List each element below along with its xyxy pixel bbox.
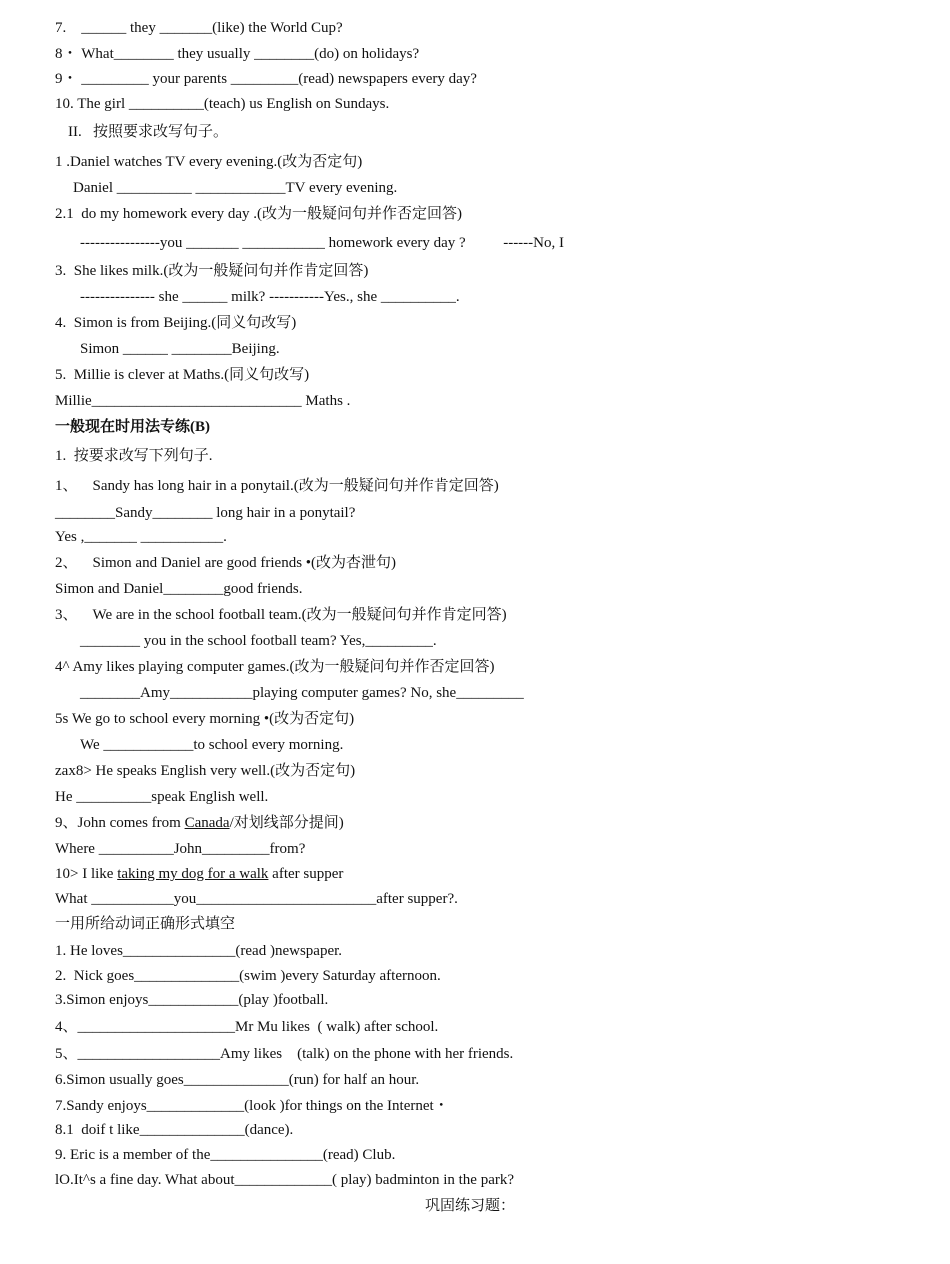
fill-line-1: 1. He loves_______________(read )newspaper. [55, 943, 343, 959]
rewrite-answer-2: ----------------you _______ ___________ homework every day ? ------No, I [80, 235, 564, 251]
exercise-b-answer-9: Where __________John_________from? [55, 841, 306, 857]
prompt-10-text: 10> I like [55, 866, 118, 882]
exercise-line-8: 8・ What________ they usually ________(do) on holidays? [55, 46, 420, 62]
exercise-line-7: 7. ______ they _______(like) the World Cup? [55, 20, 343, 36]
exercise-b-answer-8: He __________speak English well. [55, 789, 269, 805]
exercise-b-prompt-4: 4^ Amy likes playing computer games.(改为一般疑问句并作否定回答) [55, 659, 495, 675]
underlined-phrase: Canada [184, 815, 230, 831]
rewrite-prompt-2: 2.1 do my homework every day .(改为一般疑问句并作否定回答) [55, 206, 463, 222]
fill-line-3: 3.Simon enjoys____________(play )football. [55, 992, 329, 1008]
fill-line-2: 2. Nick goes______________(swim )every Saturday afternoon. [55, 968, 441, 984]
section-heading-b: 一般现在时用法专练(B) [55, 419, 210, 435]
rewrite-prompt-5: 5. Millie is clever at Maths.(同义句改写) [55, 367, 310, 383]
exercise-line-10: 10. The girl __________(teach) us English on Sundays. [55, 96, 390, 112]
exercise-b-prompt-8: zax8> He speaks English very well.(改为否定句) [55, 763, 356, 779]
section-heading-fill: 一用所给动词正确形式填空 [55, 916, 236, 932]
fill-line-4: 4、_____________________Mr Mu likes ( walk) after school. [55, 1019, 439, 1035]
exercise-b-answer-4: ________Amy___________playing computer games? No, she_________ [80, 685, 524, 701]
rewrite-prompt-1: 1 .Daniel watches TV every evening.(改为否定句) [55, 154, 363, 170]
fill-line-8: 8.1 doif t like______________(dance). [55, 1122, 294, 1138]
section-heading-ii: II. 按照要求改写句子。 [68, 124, 228, 140]
prompt-9-instruction: /对划线部分提间) [229, 815, 344, 831]
fill-line-7: 7.Sandy enjoys_____________(look )for things on the Internet・ [55, 1098, 449, 1114]
exercise-b-prompt-10 [55, 864, 343, 884]
rewrite-prompt-3: 3. She likes milk.(改为一般疑问句并作肯定回答) [55, 263, 369, 279]
exercise-b-answer-10: What ___________you________________________after supper?. [55, 891, 458, 907]
exercise-b-answer-5: We ____________to school every morning. [80, 737, 344, 753]
prompt-10-tail: after supper [268, 866, 344, 882]
exercise-line-9: 9・ _________ your parents _________(read) newspapers every day? [55, 71, 477, 87]
fill-line-6: 6.Simon usually goes______________(run) for half an hour. [55, 1072, 420, 1088]
exercise-b-prompt-3: 3、 We are in the school football team.(改为一般疑问句并作肯定冋答) [55, 607, 507, 623]
exercise-b-prompt-5: 5s We go to school every morning •(改为否定句) [55, 711, 355, 727]
fill-line-10: lO.It^s a fine day. What about_____________( play) badminton in the park? [55, 1172, 515, 1188]
consolidation-heading: 巩固练习题： [424, 1198, 515, 1214]
underlined-phrase: taking my dog for a walk [117, 866, 269, 882]
exercise-b-answer-2: Simon and Daniel________good friends. [55, 581, 303, 597]
rewrite-prompt-4: 4. Simon is from Beijing.(同义句改写) [55, 315, 297, 331]
exercise-b-prompt-9 [55, 813, 344, 833]
exercise-b-prompt-1: 1、 Sandy has long hair in a ponytail.(改为一般疑问句并作肯定回答) [55, 478, 499, 494]
fill-line-5: 5、___________________Amy likes (talk) on the phone with her friends. [55, 1046, 514, 1062]
exercise-b-prompt-2: 2、 Simon and Daniel are good friends •(改为杏泄句) [55, 555, 397, 571]
fill-line-9: 9. Eric is a member of the_______________(read) Club. [55, 1147, 396, 1163]
exercise-b-answer-1a: ________Sandy________ long hair in a ponytail? [55, 505, 356, 521]
instruction-line: 1. 按要求改写下列句子. [55, 448, 213, 464]
exercise-b-answer-1b: Yes ,_______ ___________. [55, 529, 227, 545]
prompt-9-text: 9、John comes from [55, 815, 185, 831]
exercise-b-answer-3: ________ you in the school football team? Yes,_________. [80, 633, 437, 649]
rewrite-answer-5: Millie____________________________ Maths . [55, 393, 351, 409]
rewrite-answer-3: --------------- she ______ milk? -----------Yes., she __________. [80, 289, 460, 305]
rewrite-answer-4: Simon ______ ________Beijing. [80, 341, 280, 357]
rewrite-answer-1: Daniel __________ ____________TV every evening. [73, 180, 398, 196]
